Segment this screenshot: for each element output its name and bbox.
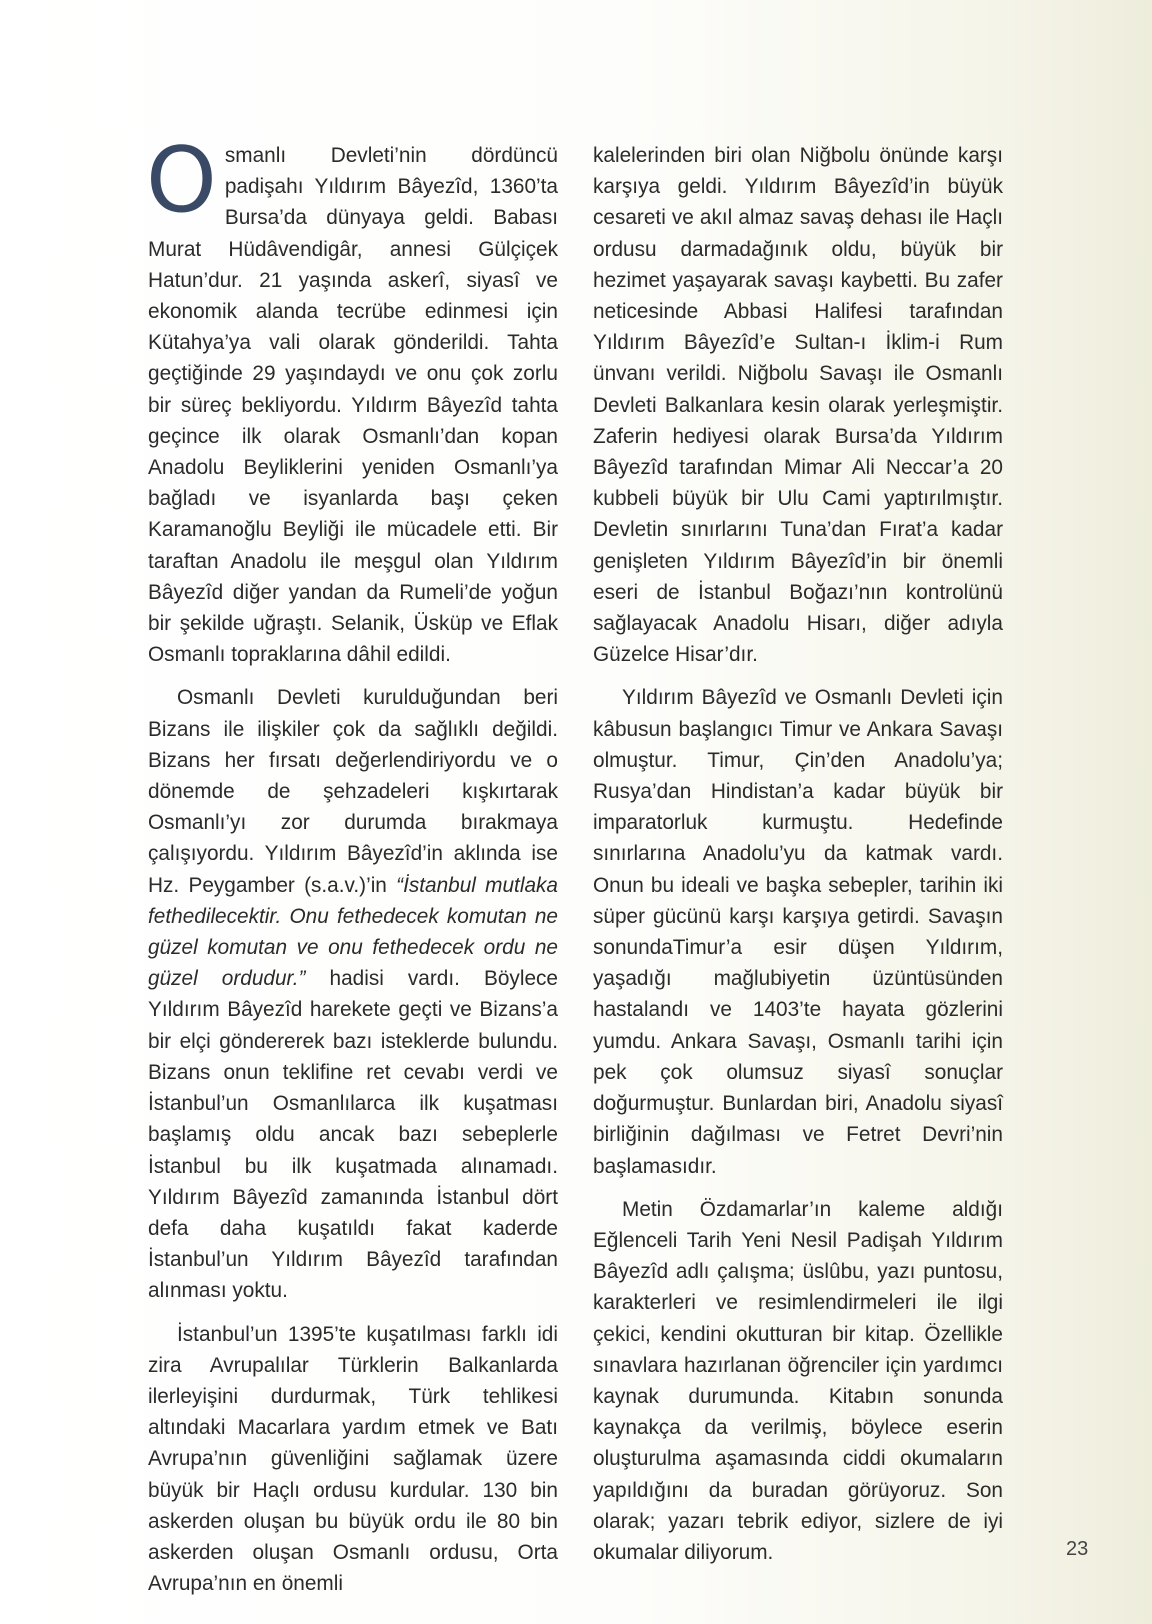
paragraph-crusade-continued xyxy=(593,140,1003,670)
paragraph-intro xyxy=(146,128,558,670)
paragraph-timur xyxy=(593,682,1003,1181)
paragraph-intro-text: smanlı Devleti’nin dördüncü padişahı Yıldırım Bâyezîd, 1360’ta Bursa’da dünyaya geldi. Babası Murat Hüdâvendigâr, annesi Gülçiçek Hatun’dur. 21 yaşında askerî, siyasî ve ekonomik alanda tecrübe edinmesi için Kütahya’ya vali olarak gönderildi. Tahta geçtiğinde 29 yaşındaydı ve onu çok zorlu bir süreç bekliyordu. Yıldırm Bâyezîd tahta geçince ilk olarak Osmanlı’dan kopan Anadolu Beyliklerini yeniden Osmanlı’ya bağladı ve isyanlarda başı çeken Karamanoğlu Beyliği ile mücadele etti. Bir taraftan Anadolu ile meşgul olan Yıldırım Bâyezîd diğer yandan da Rumeli’de yoğun bir şekilde uğraştı. Selanik, Üsküp ve Eflak Osmanlı topraklarına dâhil edildi. xyxy=(148,144,558,667)
page-number: 23 xyxy=(1066,1538,1089,1560)
left-column xyxy=(146,128,558,1611)
paragraph-byzantium-text-a: Osmanlı Devleti kurulduğundan beri Bizans ile ilişkiler çok da sağlıklı değildi. Bizans her fırsatı değerlendiriyordu ve o dönemde de şehzadeleri kışkırtarak Osmanlı’yı zor durumda bırakmaya çalışıyordu. Yıldırım Bâyezîd’in aklında ise Hz. Peygamber (s.a.v.)’in xyxy=(148,686,558,897)
paragraph-crusade-continued-text: kalelerinden biri olan Niğbolu önünde karşı karşıya geldi. Yıldırım Bâyezîd’in büyük cesareti ve akıl almaz savaş dehası ile Haçlı ordusu darmadağınık oldu, büyük bir hezimet yaşayarak savaşı kaybetti. Bu zafer neticesinde Abbasi Halifesi tarafından Yıldırım Bâyezîd’e Sultan-ı İklim-i Rum ünvanı verildi. Niğbolu Savaşı ile Osmanlı Devleti Balkanlara kesin olarak yerleşmiştir. Zaferin hediyesi olarak Bursa’da Yıldırım Bâyezîd tarafından Mimar Ali Neccar’a 20 kubbeli büyük bir Ulu Cami yaptırılmıştır. Devletin sınırlarını Tuna’dan Fırat’a kadar genişleten Yıldırım Bâyezîd’in bir önemli eseri de İstanbul Boğazı’nın kontrolünü sağlayacak Anadolu Hisarı, diğer adıyla Güzelce Hisar’dır. xyxy=(593,144,1003,667)
drop-cap: O xyxy=(146,128,217,233)
right-column xyxy=(593,140,1003,1580)
paragraph-crusade-text: İstanbul’un 1395’te kuşatılması farklı idi zira Avrupalılar Türklerin Balkanlarda ilerleyişini durdurmak, Türk tehlikesi altındaki Macarlara yardım etmek ve Batı Avrupa’nın güvenliğini sağlamak üzere büyük bir Haçlı ordusu kurdular. 130 bin askerden oluşan bu büyük ordu ile 80 bin askerden oluşan Osmanlı ordusu, Orta Avrupa’nın en önemli xyxy=(148,1322,558,1596)
paragraph-review xyxy=(593,1194,1003,1568)
paragraph-timur-text: Yıldırım Bâyezîd ve Osmanlı Devleti için kâbusun başlangıcı Timur ve Ankara Savaşı olmuştur. Timur, Çin’den Anadolu’ya; Rusya’dan Hindistan’a kadar büyük bir imparatorluk kurmuştu. Hedefinde sınırlarına Anadolu’yu da katmak vardı. Onun bu ideali ve başka sebepler, tarihin iki süper gücünü karşı karşıya getirdi. Savaşın sonundaTimur’a esir düşen Yıldırım, yaşadığı mağlubiyetin üzüntüsünden hastalandı ve 1403’te hayata gözlerini yumdu. Ankara Savaşı, Osmanlı tarihi için pek çok olumsuz siyasî sonuçlar doğurmuştur. Bunlardan biri, Anadolu siyasî birliğinin dağılması ve Fetret Devri’nin başlamasıdır. xyxy=(593,686,1003,1178)
paragraph-crusade xyxy=(148,1319,558,1600)
paragraph-byzantium-text-b: hadisi vardı. Böylece Yıldırım Bâyezîd harekete geçti ve Bizans’a bir elçi göndererek bazı isteklerde bulundu. Bizans onun teklifine ret cevabı verdi ve İstanbul’un Osmanlılarca ilk kuşatması başlamış oldu ancak bazı sebeplerle İstanbul bu ilk kuşatmada alınamadı. Yıldırım Bâyezîd zamanında İstanbul dört defa daha kuşatıldı fakat kaderde İstanbul’un Yıldırım Bâyezîd tarafından alınması yoktu. xyxy=(148,967,558,1303)
paragraph-byzantium xyxy=(148,682,558,1306)
hadith-quote: “İstanbul mutlaka fethedilecektir. Onu fethedecek komutan ne güzel komutan ve onu fethedecek ordu ne güzel ordudur.” xyxy=(148,873,558,991)
paragraph-review-text: Metin Özdamarlar’ın kaleme aldığı Eğlenceli Tarih Yeni Nesil Padişah Yıldırım Bâyezîd adlı çalışma; üslûbu, yazı puntosu, karakterleri ve resimlendirmeleri ile ilgi çekici, kendini okutturan bir kitap. Özellikle sınavlara hazırlanan öğrenciler için yardımcı kaynak durumunda. Kitabın sonunda kaynakça da verilmiş, böylece eserin oluşturulma aşamasında ciddi okumaların yapıldığını da buradan görüyoruz. Son olarak; yazarı tebrik ediyor, sizlere de iyi okumalar diliyorum. xyxy=(593,1197,1003,1564)
